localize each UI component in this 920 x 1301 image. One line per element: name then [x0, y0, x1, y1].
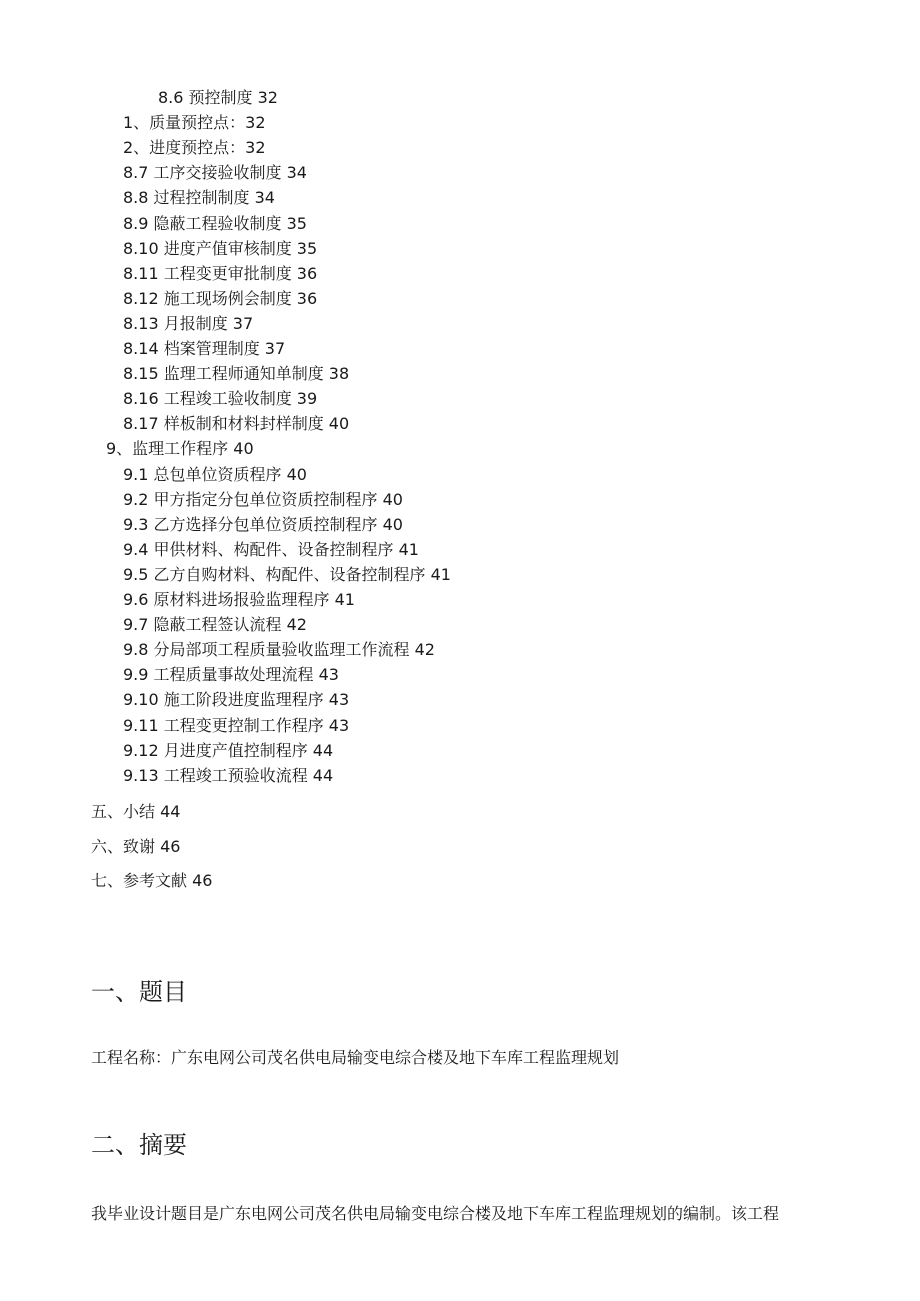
- toc-entry[interactable]: 8.15 监理工程师通知单制度 38: [123, 364, 350, 384]
- toc-entry[interactable]: 8.8 过程控制制度 34: [123, 188, 275, 208]
- toc-entry[interactable]: 9.10 施工阶段进度监理程序 43: [123, 690, 350, 710]
- toc-entry[interactable]: 8.9 隐蔽工程验收制度 35: [123, 213, 307, 233]
- toc-section-entry[interactable]: 六、致谢 46: [91, 836, 181, 856]
- toc-entry[interactable]: 8.14 档案管理制度 37: [123, 339, 286, 358]
- toc-entry[interactable]: 8.7 工序交接验收制度 34: [123, 163, 307, 183]
- toc-entry[interactable]: 8.12 施工现场例会制度 36: [123, 288, 318, 308]
- toc-entry[interactable]: 9.4 甲供材料、构配件、设备控制程序 41: [123, 539, 419, 559]
- project-name-paragraph: 工程名称：广东电网公司茂名供电局输变电综合楼及地下车库工程监理规划: [91, 1048, 620, 1067]
- abstract-paragraph: 我毕业设计题目是广东电网公司茂名供电局输变电综合楼及地下车库工程监理规划的编制。该工程: [91, 1204, 780, 1223]
- toc-section-entry[interactable]: 五、小结 44: [91, 802, 181, 821]
- toc-entry[interactable]: 9.6 原材料进场报验监理程序 41: [123, 590, 355, 609]
- toc-entry[interactable]: 1、质量预控点：32: [123, 113, 266, 133]
- toc-entry[interactable]: 2、进度预控点：32: [123, 138, 266, 158]
- toc-entry[interactable]: 9.3 乙方选择分包单位资质控制程序 40: [123, 514, 403, 534]
- toc-entry[interactable]: 9、监理工作程序 40: [106, 439, 254, 459]
- toc-section-entry[interactable]: 七、参考文献 46: [91, 871, 213, 890]
- toc-entry[interactable]: 9.7 隐蔽工程签认流程 42: [123, 615, 307, 635]
- toc-entry[interactable]: 9.5 乙方自购材料、构配件、设备控制程序 41: [123, 564, 451, 584]
- toc-entry[interactable]: 9.2 甲方指定分包单位资质控制程序 40: [123, 489, 403, 509]
- toc-entry[interactable]: 9.9 工程质量事故处理流程 43: [123, 665, 339, 685]
- toc-entry[interactable]: 9.12 月进度产值控制程序 44: [123, 740, 334, 760]
- toc-entry[interactable]: 9.11 工程变更控制工作程序 43: [123, 715, 350, 735]
- toc-entry[interactable]: 8.11 工程变更审批制度 36: [123, 263, 318, 283]
- section-heading-title: 一、题目: [91, 978, 187, 1006]
- toc-entry[interactable]: 8.13 月报制度 37: [123, 313, 254, 333]
- toc-entry[interactable]: 8.6 预控制度 32: [158, 88, 278, 107]
- toc-entry[interactable]: 8.17 样板制和材料封样制度 40: [123, 414, 350, 434]
- toc-entry[interactable]: 8.10 进度产值审核制度 35: [123, 238, 318, 258]
- toc-entry[interactable]: 9.8 分局部项工程质量验收监理工作流程 42: [123, 640, 435, 660]
- toc-entry[interactable]: 8.16 工程竣工验收制度 39: [123, 389, 318, 409]
- toc-entry[interactable]: 9.13 工程竣工预验收流程 44: [123, 765, 334, 785]
- toc-entry[interactable]: 9.1 总包单位资质程序 40: [123, 464, 307, 484]
- section-heading-abstract: 二、摘要: [91, 1131, 187, 1159]
